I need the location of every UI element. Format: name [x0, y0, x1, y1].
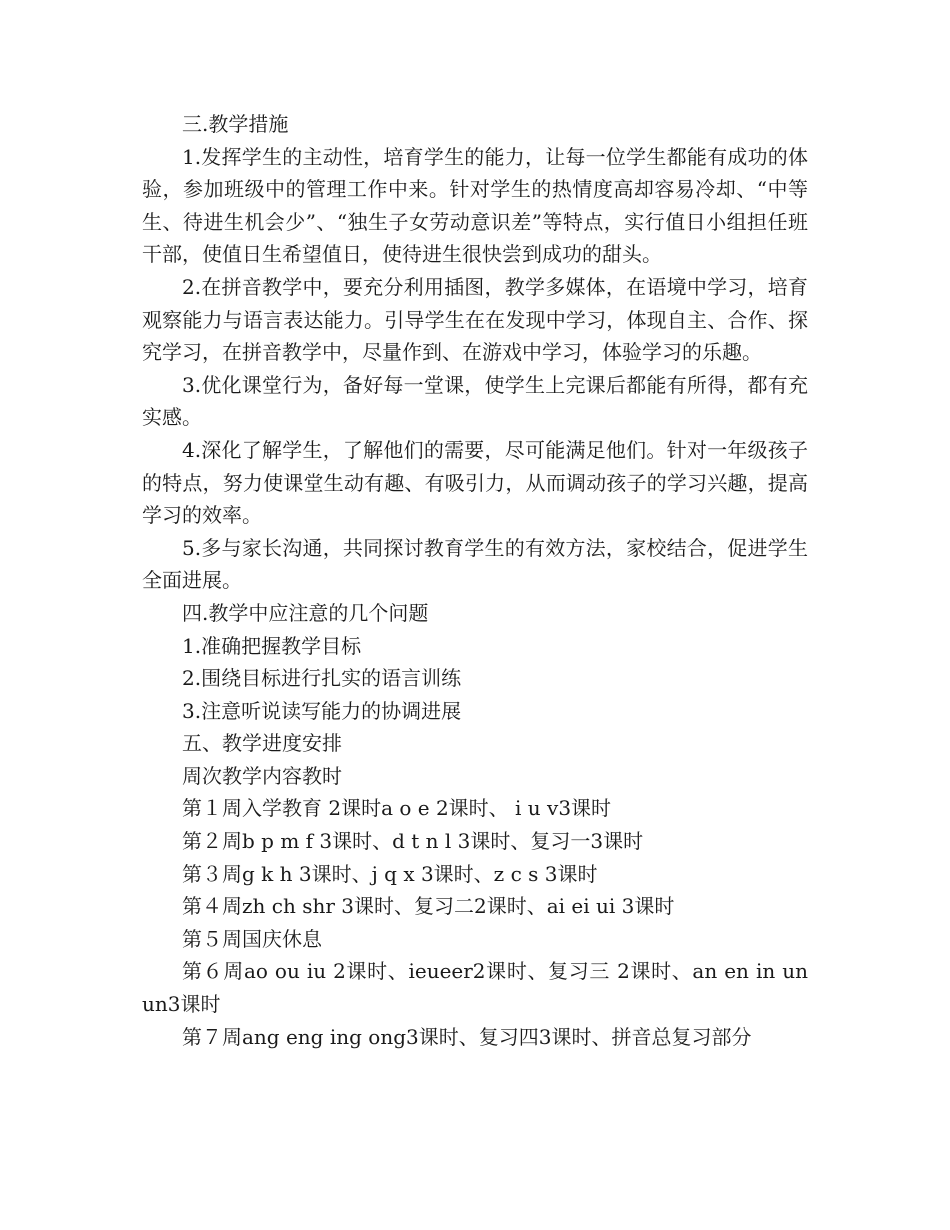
- schedule-week-5: 第５周国庆休息: [182, 926, 322, 951]
- schedule-week-3: 第３周g k h 3课时、j q x 3课时、z c s 3课时: [182, 861, 598, 886]
- section-heading-schedule: 五、教学进度安排: [182, 731, 342, 756]
- schedule-week-4: 第４周zh ch shr 3课时、复习二2课时、ai ei ui 3课时: [182, 894, 675, 919]
- schedule-header: 周次教学内容教时: [182, 763, 342, 788]
- schedule-week-7: 第７周ang eng ing ong3课时、复习四3课时、拼音总复习部分: [182, 1024, 752, 1049]
- section-heading-issues: 四.教学中应注意的几个问题: [182, 600, 429, 625]
- paragraph-measure-5: 5.多与家长沟通，共同探讨教育学生的有效方法，家校结合，促进学生全面进展。: [142, 535, 808, 593]
- section-heading-teaching-measures: 三.教学措施: [182, 112, 289, 136]
- schedule-week-1: 第１周入学教育 2课时a o e 2课时、 i u v3课时: [182, 796, 612, 821]
- issue-item-1: 1.准确把握教学目标: [182, 633, 362, 658]
- issue-item-3: 3.注意听说读写能力的协调进展: [182, 698, 462, 723]
- issue-item-2: 2.围绕目标进行扎实的语言训练: [182, 666, 462, 691]
- paragraph-measure-1: 1.发挥学生的主动性，培育学生的能力，让每一位学生都能有成功的体验，参加班级中的管理工作中来。针对学生的热情度高却容易冷却、“中等生、待进生机会少”、“独生子女劳动意识差”等特点，实行值日小组担任班干部，使值日生希望值日，使待进生很快尝到成功的甜头。: [142, 144, 808, 267]
- paragraph-measure-4: 4.深化了解学生，了解他们的需要，尽可能满足他们。针对一年级孩子的特点，努力使课堂生动有趣、有吸引力，从而调动孩子的学习兴趣，提高学习的效率。: [142, 437, 808, 528]
- paragraph-measure-2: 2.在拼音教学中，要充分利用插图，教学多媒体，在语境中学习，培育观察能力与语言表达能力。引导学生在在发现中学习，体现自主、合作、探究学习，在拼音教学中，尽量作到、在游戏中学习，体验学习的乐趣。: [142, 274, 808, 365]
- paragraph-measure-3: 3.优化课堂行为，备好每一堂课，使学生上完课后都能有所得，都有充实感。: [142, 372, 808, 430]
- schedule-week-6: 第６周ao ou iu 2课时、ieueer2课时、复习三 2课时、an en in un un3课时: [142, 959, 815, 1017]
- schedule-week-2: 第２周b p m f 3课时、d t n l 3课时、复习一3课时: [182, 829, 644, 854]
- document-page: [142, 108, 815, 1053]
